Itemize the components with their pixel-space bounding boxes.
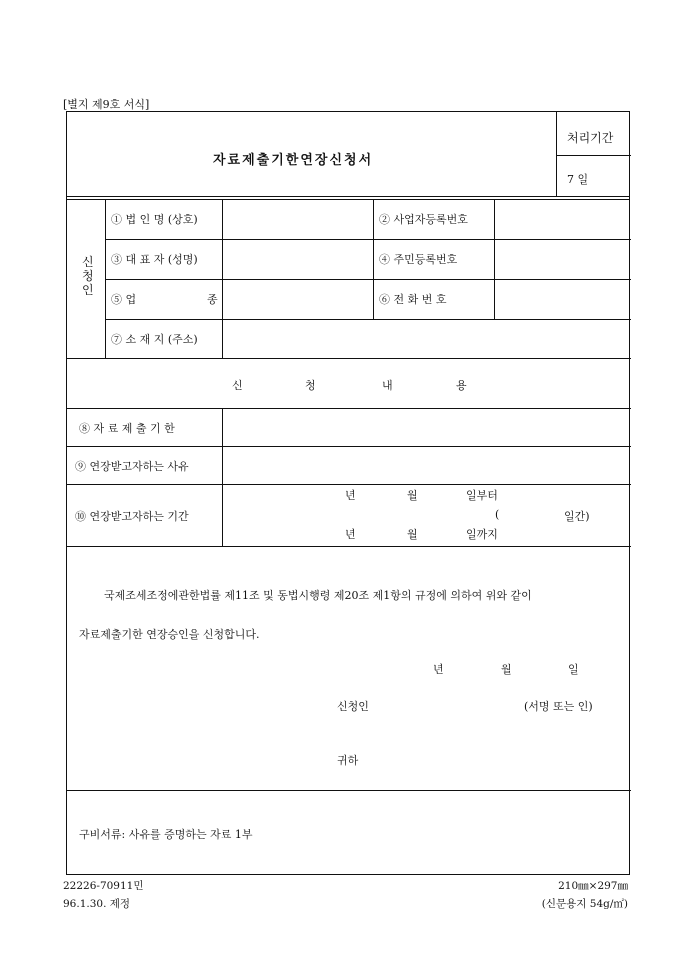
phone-label: ⑥ 전 화 번 호 [379,293,447,306]
signature-label: (서명 또는 인) [524,700,593,713]
reason-field[interactable] [223,447,630,483]
period-label: ⑩ 연장받고자하는 기간 [75,510,189,523]
form-frame [66,111,630,875]
address-label: ⑦ 소 재 지 (주소) [111,333,198,346]
form-title: 자료제출기한연장신청서 [213,153,374,168]
corp-name-field[interactable] [223,200,372,238]
corp-name-label: ① 법 인 명 (상호) [111,213,198,226]
statement-line-1: 국제조세조정에관한법률 제11조 및 동법시행령 제20조 제1항의 규정에 의하여 위와 같이 [104,589,532,602]
biz-reg-no-field[interactable] [495,200,630,238]
biz-reg-no-label: ② 사업자등록번호 [379,213,468,226]
statement-line-2: 자료제출기한 연장승인을 신청합니다. [79,628,260,641]
deadline-label: ⑧ 자 료 제 출 기 한 [79,422,175,435]
processing-period-label: 처리기간 [567,131,614,145]
processing-period-value: 7 일 [567,173,589,186]
applicant-name-field[interactable] [377,694,517,712]
date-year: 년 [433,663,444,676]
resident-no-label: ④ 주민등록번호 [379,253,458,266]
applicant-vertical-label: 신 청 인 [82,255,94,297]
business-type-label-suffix: 종 [207,293,218,306]
representative-field[interactable] [223,240,372,278]
address-field[interactable] [223,320,630,357]
business-type-label: ⑤ 업 [111,293,137,306]
deadline-field[interactable] [223,409,630,445]
attachments-label: 구비서류: 사유를 증명하는 자료 1부 [79,828,253,841]
reason-label: ⑨ 연장받고자하는 사유 [75,460,189,473]
period-field[interactable]: 년 월 일부터 ( 일간) 년 월 일까지 [345,489,590,541]
representative-label: ③ 대 표 자 (성명) [111,253,198,266]
date-day: 일 [568,663,579,676]
footer-date: 96.1.30. 제정 [63,898,131,910]
request-header-3: 내 [382,379,393,392]
applicant-label: 신청인 [337,700,369,713]
request-header-2: 청 [305,379,316,392]
request-header-1: 신 [232,379,243,392]
footer-size: 210㎜×297㎜ [558,880,628,892]
business-type-field[interactable] [223,280,372,318]
form-number-label: [별지 제9호 서식] [63,98,150,111]
date-month: 월 [501,663,512,676]
footer-code: 22226-70911민 [63,880,144,892]
phone-field[interactable] [495,280,630,318]
request-header-4: 용 [456,379,467,392]
resident-no-field[interactable] [495,240,630,278]
footer-paper: (신문용지 54g/㎡) [541,898,628,910]
addressee-label: 귀하 [337,754,359,767]
